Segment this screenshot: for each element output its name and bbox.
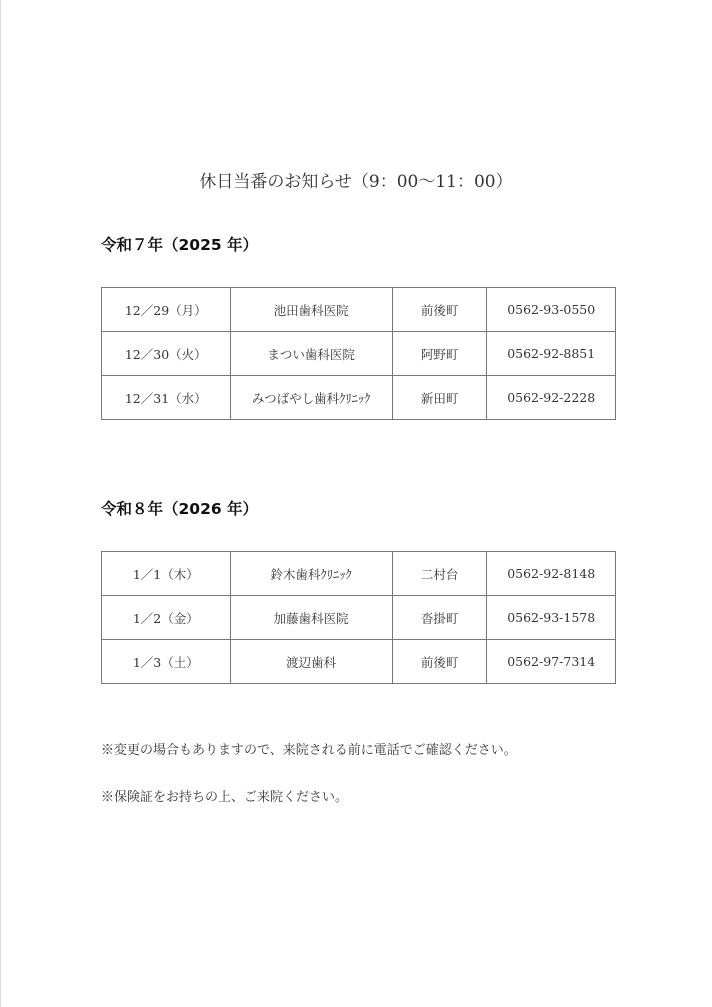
note-insurance-card: ※保険証をお持ちの上、ご来院ください。	[101, 790, 349, 805]
phone-cell: 0562-93-0550	[487, 288, 616, 332]
table-row	[102, 332, 616, 376]
date-cell: 12／29（月）	[102, 288, 231, 332]
phone-cell: 0562-92-2228	[487, 376, 616, 420]
date-cell: 1／2（金）	[102, 596, 231, 640]
area-cell: 前後町	[392, 288, 487, 332]
table-row	[102, 640, 616, 684]
date-cell: 12／30（火）	[102, 332, 231, 376]
area-cell: 沓掛町	[392, 596, 487, 640]
page-title: 休日当番のお知らせ（9：00〜11：00）	[199, 172, 513, 192]
clinic-cell: 渡辺歯科	[230, 640, 392, 684]
schedule-table-2026	[101, 551, 616, 684]
date-cell: 12／31（水）	[102, 376, 231, 420]
phone-cell: 0562-92-8148	[487, 552, 616, 596]
table-row	[102, 596, 616, 640]
section-heading-2025: 令和７年（2025 年）	[101, 236, 259, 254]
section-heading-2026: 令和８年（2026 年）	[101, 500, 259, 518]
area-cell: 新田町	[392, 376, 487, 420]
phone-cell: 0562-97-7314	[487, 640, 616, 684]
area-cell: 阿野町	[392, 332, 487, 376]
area-cell: 二村台	[392, 552, 487, 596]
clinic-cell: 池田歯科医院	[230, 288, 392, 332]
table-row	[102, 552, 616, 596]
clinic-cell: まつい歯科医院	[230, 332, 392, 376]
table-row	[102, 288, 616, 332]
clinic-cell: みつばやし歯科ｸﾘﾆｯｸ	[230, 376, 392, 420]
clinic-cell: 鈴木歯科ｸﾘﾆｯｸ	[230, 552, 392, 596]
table-row	[102, 376, 616, 420]
date-cell: 1／1（木）	[102, 552, 231, 596]
page-edge	[0, 0, 1, 1007]
phone-cell: 0562-92-8851	[487, 332, 616, 376]
date-cell: 1／3（土）	[102, 640, 231, 684]
area-cell: 前後町	[392, 640, 487, 684]
clinic-cell: 加藤歯科医院	[230, 596, 392, 640]
phone-cell: 0562-93-1578	[487, 596, 616, 640]
note-confirm-by-phone: ※変更の場合もありますので、来院される前に電話でご確認ください。	[101, 743, 517, 758]
schedule-table-2025	[101, 287, 616, 420]
